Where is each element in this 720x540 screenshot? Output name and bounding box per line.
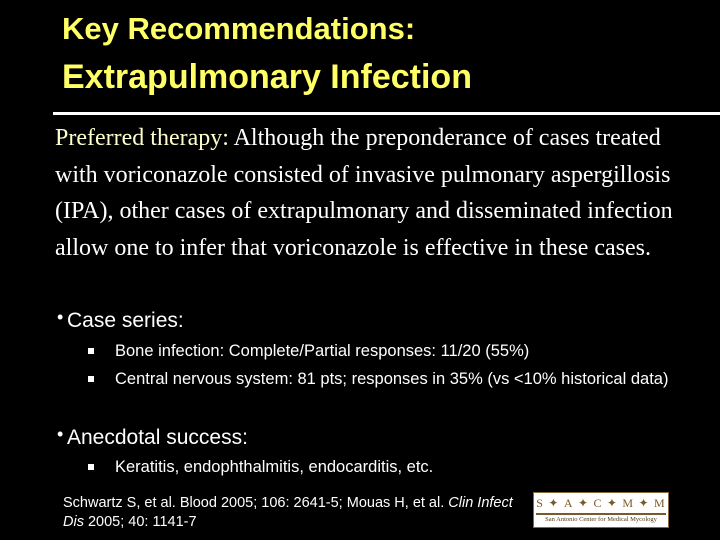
logo-letter: M <box>622 495 635 510</box>
intro-text: Although the preponderance of cases treated with voriconazole consisted of invasive pulmonary aspergillosis (IPA), other cases of extrapulmonary and disseminated infection allow one to infer that voriconazole is effective in these cases. <box>55 125 673 261</box>
sub-bullet-text: Central nervous system: 81 pts; responses in 35% (vs <10% historical data) <box>115 370 669 388</box>
bullet-label: Anecdotal success: <box>67 426 248 449</box>
logo-separator-icon: ✦ <box>577 495 590 510</box>
sacmm-logo <box>533 492 669 528</box>
logo-separator-icon: ✦ <box>548 495 560 510</box>
intro-lead: Preferred therapy: <box>55 125 229 151</box>
bullet-dot-icon: • <box>57 307 64 327</box>
logo-separator-icon: ✦ <box>606 495 618 510</box>
citation-part-1: Schwartz S, et al. Blood 2005; 106: 2641-5; Mouas H, et al. <box>63 495 449 511</box>
square-bullet-icon <box>88 376 94 382</box>
square-bullet-icon <box>88 348 94 354</box>
citation-part-2: 2005; 40: 1141-7 <box>83 514 197 530</box>
sub-bullet-bone <box>88 340 688 363</box>
logo-letter: A <box>563 495 574 510</box>
logo-letter: C <box>593 495 603 510</box>
logo-letters <box>534 493 668 513</box>
intro-paragraph <box>55 120 705 266</box>
sub-bullet-text: Bone infection: Complete/Partial responses: 11/20 (55%) <box>115 342 530 360</box>
bullet-label: Case series: <box>67 309 184 332</box>
logo-band <box>536 513 666 515</box>
logo-separator-icon: ✦ <box>638 495 650 510</box>
citation-journal: Clin Infect Dis <box>63 495 513 530</box>
logo-letter: M <box>654 495 666 510</box>
logo-letter: S <box>536 495 544 510</box>
slide-title-line-2: Extrapulmonary Infection <box>62 58 472 96</box>
sub-bullet-keratitis <box>88 456 688 479</box>
bullet-anecdotal <box>57 424 248 450</box>
bullet-case-series <box>57 307 184 333</box>
title-divider <box>53 112 720 115</box>
logo-caption: San Antonio Center for Medical Mycology <box>545 516 657 523</box>
bullet-dot-icon: • <box>57 424 64 444</box>
sub-bullet-text: Keratitis, endophthalmitis, endocarditis, etc. <box>115 458 434 476</box>
sub-bullet-cns <box>88 368 688 391</box>
square-bullet-icon <box>88 464 94 470</box>
slide-title-line-1: Key Recommendations: <box>62 11 416 46</box>
citation <box>63 494 533 532</box>
